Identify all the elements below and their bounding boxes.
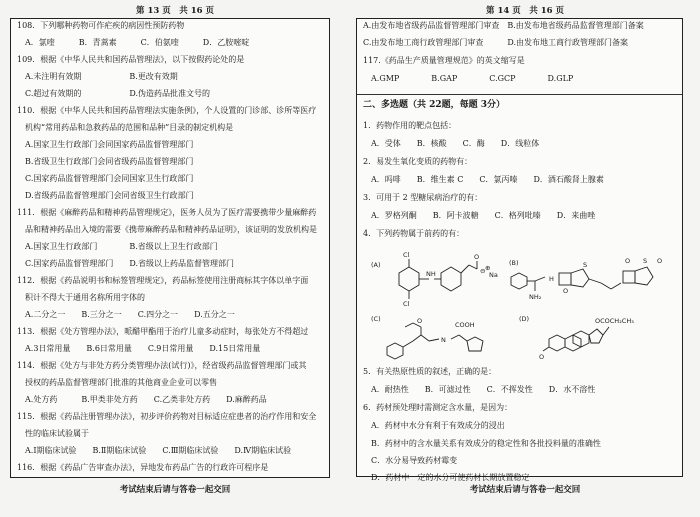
option-line: A．罗格列酮 B．阿卡波糖 C．格列吡嗪 D．来曲唑 — [371, 211, 596, 220]
option-line: A.未注明有效期 B.更改有效期 — [25, 72, 178, 81]
question-line: 109．根据《中华人民共和国药品管理法》，以下按假药论处的是 — [17, 55, 245, 64]
page-header-left: 第 13 页 共 16 页 — [136, 6, 214, 16]
option-line: A.国家卫生行政部门 B.省级以上卫生行政部门 — [25, 242, 218, 251]
atom-cooh: COOH — [455, 321, 475, 329]
atom-o-a: O — [474, 253, 480, 261]
question-line: 授权的药品监督管理部门批准的其他商业企业可以零售 — [25, 378, 217, 387]
option-line: B.省级卫生行政部门会同省级药品监督管理部门 — [25, 157, 194, 166]
right-page — [350, 0, 700, 517]
option-line: A.GMP B.GAP C.GCP D.GLP — [371, 74, 574, 83]
option-line: D．药材中一定的水分可使药材长期放置稳定 — [371, 473, 530, 482]
atom-o-c: O — [417, 317, 423, 325]
option-line: A.二分之一 B.三分之一 C.四分之一 D.五分之一 — [25, 310, 235, 319]
question-box-left — [10, 18, 330, 478]
question-line: 积计不得大于通用名称所用字体的 — [25, 293, 145, 302]
atom-nh2: NH₂ — [529, 293, 542, 301]
atom-na: Na — [489, 271, 498, 279]
section-title: 二、多选题（共 22题，每题 3分） — [363, 100, 506, 110]
question-line: 5．有关热原性质的叙述，正确的是： — [363, 367, 497, 376]
question-line: 2．易发生氧化变质的药物有： — [363, 157, 473, 166]
question-line: 3．可用于 2 型糖尿病治疗的有： — [363, 193, 483, 202]
question-line: 115．根据《药品注册管理办法》，初步评价药物对目标适应症患者的治疗作用和安全 — [17, 412, 317, 421]
option-line: C．水分易导致药材霉变 — [371, 456, 458, 465]
structure-label-d: (D) — [519, 315, 530, 323]
atom-cl-bottom: Cl — [403, 300, 410, 308]
option-line: A．氯喹 B．青蒿素 C．伯氨喹 D．乙胺嘧啶 — [25, 38, 250, 47]
option-line: C.国家药品监督管理部门 D.省级以上药品监督管理部门 — [25, 259, 235, 268]
option-line: A．受体 B．核酸 C．酶 D．线粒体 — [371, 139, 540, 148]
structure-b-drawing — [511, 257, 662, 301]
question-line: 116．根据《药品广告审查办法》，异地发布药品广告的行政许可程序是 — [17, 463, 269, 472]
option-line: C.超过有效期的 D.伪造药品批准文号的 — [25, 89, 211, 98]
chemical-structures — [359, 243, 679, 363]
atom-o-b2: O — [625, 257, 631, 265]
option-line: D.省级药品监督管理部门会同省级卫生行政部门 — [25, 191, 194, 200]
question-line: 108．下列哪种药物可作疟疾的病因性预防药物 — [17, 21, 185, 30]
page-footer-left: 考试结束后请与答卷一起交回 — [119, 485, 231, 495]
question-box-right — [356, 18, 683, 482]
question-line: 4．下列药物属于前药的有： — [363, 229, 465, 238]
option-line: A.由发布地省级药品监督管理部门审查 B.由发布地省级药品监督管理部门备案 — [363, 21, 644, 30]
question-line: 6．药材预处理时需测定含水量，是因为： — [363, 403, 513, 412]
atom-o-d: O — [539, 353, 545, 361]
option-line: B．药材中的含水量关系有效成分的稳定性和各批投料量的准确性 — [371, 439, 601, 448]
question-line: 110．根据《中华人民共和国药品管理法实施条例》，个人设置的门诊部、诊所等医疗 — [17, 106, 317, 115]
question-line: 111．根据《麻醉药品和精神药品管理规定》，医务人员为了医疗需要携带少量麻醉药 — [17, 208, 317, 217]
atom-o-b3: O — [657, 257, 663, 265]
question-line: 性的临床试验属于 — [25, 429, 89, 438]
page-footer-right: 考试结束后请与答卷一起交回 — [469, 485, 581, 495]
atom-h-b: H — [549, 275, 554, 283]
question-line: 112．根据《药品说明书和标签管理规定》，药品标签使用注册商标其字体以单字面 — [17, 276, 309, 285]
structure-d-drawing — [539, 317, 634, 361]
option-line: C.国家药品监督管理部门会同国家卫生行政部门 — [25, 174, 194, 183]
question-line: 117.《药品生产质量管理规范》的英文缩写是 — [363, 56, 525, 65]
atom-o-minus-a: ⊖ — [480, 267, 486, 275]
option-line: A.国家卫生行政部门会同国家药品监督管理部门 — [25, 140, 194, 149]
option-line: A.Ⅰ期临床试验 B.Ⅱ期临床试验 C.Ⅲ期临床试验 D.Ⅳ期临床试验 — [25, 446, 292, 455]
section-divider — [357, 94, 682, 95]
atom-n-c: N — [441, 336, 446, 344]
atom-ester: OCOCH₂CH₃ — [595, 317, 634, 325]
atom-s-b2: S — [643, 257, 648, 265]
atom-cl-top: Cl — [403, 251, 410, 259]
option-line: A.处方药 B.甲类非处方药 C.乙类非处方药 D.麻醉药品 — [25, 395, 267, 404]
atom-o-b1: O — [563, 287, 569, 295]
option-line: A．药材中水分有利于有效成分的浸出 — [371, 421, 505, 430]
option-line: A．吗啡 B．维生素 C C．氯丙嗪 D．酒石酸肾上腺素 — [371, 175, 604, 184]
structure-label-c: (C) — [371, 315, 381, 323]
question-line: 品和精神药品出入境的需要《携带麻醉药品和精神药品证明》，该证明的发放机构是 — [25, 225, 317, 234]
structure-label-a: (A) — [371, 261, 381, 269]
structure-c-drawing — [387, 317, 483, 359]
option-line: A．耐热性 B．可滤过性 C．不挥发性 D．水不溶性 — [371, 385, 596, 394]
question-line: 1．药物作用的靶点包括： — [363, 121, 457, 130]
option-line: A.3日常用量 B.6日常用量 C.9日常用量 D.15日常用量 — [25, 344, 261, 353]
question-line: 机构“常用药品和急救药品的范围和品种”目录的制定机构是 — [25, 123, 234, 132]
atom-nh-a: NH — [426, 270, 436, 278]
page-header-right: 第 14 页 共 16 页 — [486, 6, 564, 16]
atom-s-b1: S — [583, 261, 588, 269]
option-line: C.由发布地工商行政管理部门审查 D.由发布地工商行政管理部门备案 — [363, 38, 629, 47]
question-line: 113．根据《处方管理办法》，哌醋甲酯用于治疗儿童多动症时，每张处方不得超过 — [17, 327, 309, 336]
atom-plus: ⊕ — [485, 264, 491, 272]
structure-a-drawing — [399, 251, 498, 308]
question-line: 114．根据《处方与非处方药分类管理办法(试行)》，经省级药品监督管理部门或其 — [17, 361, 307, 370]
structure-label-b: (B) — [509, 259, 519, 267]
